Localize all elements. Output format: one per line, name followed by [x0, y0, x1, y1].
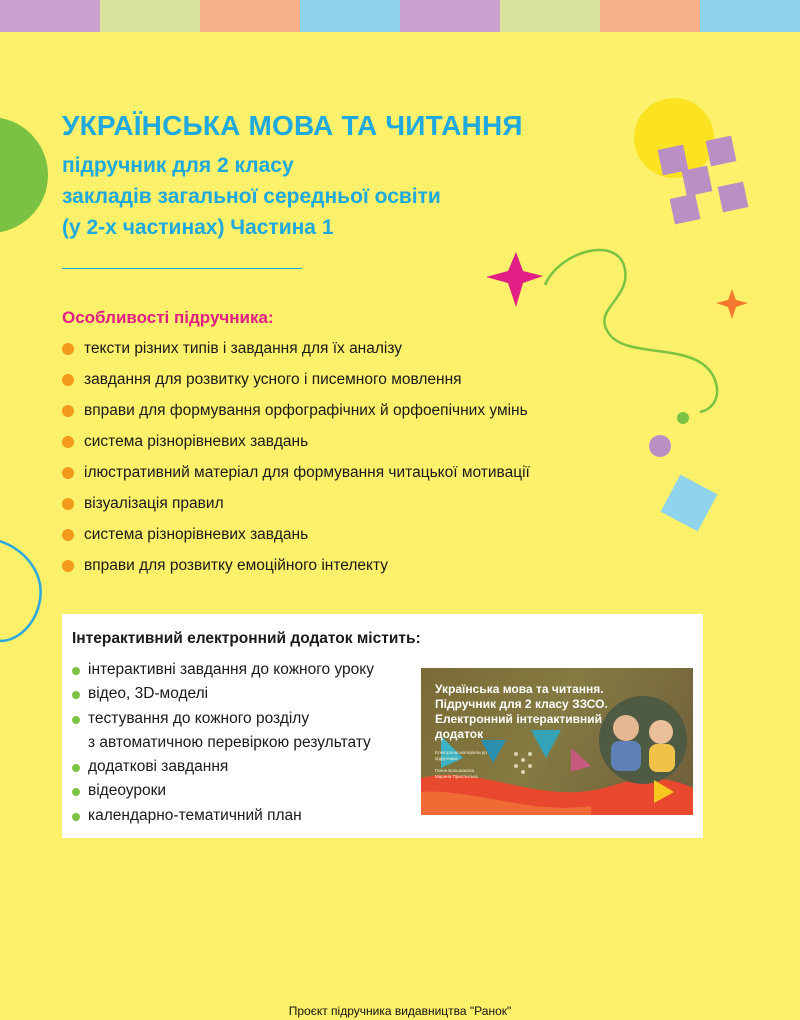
bullet-icon — [62, 560, 74, 572]
list-item — [62, 400, 530, 431]
bullet-icon — [72, 667, 80, 675]
stripe — [100, 0, 200, 32]
bullet-icon — [62, 467, 74, 479]
feature-text: вправи для формування орфографічних й орфоепічних умінь — [84, 402, 528, 419]
digital-item-text: відеоуроки — [88, 782, 167, 800]
list-item — [62, 555, 530, 586]
stripe — [400, 0, 500, 32]
title-divider — [62, 268, 302, 269]
list-item — [62, 369, 530, 400]
features-list — [62, 338, 530, 586]
bullet-icon — [62, 498, 74, 510]
stripe — [300, 0, 400, 32]
purple-dot-decoration — [649, 435, 671, 457]
list-item — [72, 804, 374, 828]
stripe — [200, 0, 300, 32]
digital-list — [72, 658, 374, 828]
feature-text: тексти різних типів і завдання для їх аналізу — [84, 340, 403, 357]
book-title: УКРАЇНСЬКА МОВА ТА ЧИТАННЯ — [62, 110, 523, 141]
book-subtitle: підручник для 2 класу закладів загальної середньої освіти (у 2-х частинах) Частина 1 — [62, 154, 441, 239]
bullet-icon — [72, 691, 80, 699]
digital-item-text: з автоматичною перевіркою результату — [88, 733, 371, 751]
bullet-icon — [62, 374, 74, 386]
feature-text: завдання для розвитку усного і писемного мовлення — [84, 371, 462, 388]
magenta-star-decoration — [486, 252, 543, 307]
blue-diamond-decoration — [661, 475, 718, 532]
green-squiggle-decoration — [545, 250, 717, 412]
bullet-icon — [72, 764, 80, 772]
list-item — [72, 658, 374, 682]
feature-text: система різнорівневих завдань — [84, 433, 309, 450]
bullet-icon — [62, 343, 74, 355]
digital-supplement-preview-image[interactable] — [421, 668, 693, 815]
blue-loop-decoration — [0, 540, 41, 641]
feature-text: система різнорівневих завдань — [84, 526, 309, 543]
feature-text: ілюстративний матеріал для формування читацької мотивації — [84, 464, 530, 481]
list-item — [72, 682, 374, 706]
stripe — [500, 0, 600, 32]
digital-heading: Інтерактивний електронний додаток містить: — [72, 630, 421, 647]
digital-item-text: додаткові завдання — [88, 758, 229, 776]
bullet-icon — [72, 788, 80, 796]
list-item-continuation — [72, 731, 374, 755]
digital-supplement-box — [62, 614, 703, 838]
green-dot-decoration — [677, 412, 689, 424]
digital-item-text: інтерактивні завдання до кожного уроку — [88, 661, 375, 678]
yellow-circle-decoration — [634, 98, 714, 178]
list-item — [72, 707, 374, 731]
digital-item-text: відео, 3D-моделі — [88, 685, 209, 703]
green-circle-decoration — [0, 117, 48, 233]
footer-text: Проєкт підручника видавництва "Ранок" — [288, 1004, 512, 1018]
top-color-stripes — [0, 0, 800, 32]
promo-title: Українська мова та читання. Підручник для 2 класу ЗЗСО. Електронний інтерактивний додаток — [435, 682, 608, 741]
features-heading: Особливості підручника: — [62, 308, 274, 327]
bullet-icon — [62, 529, 74, 541]
list-item — [62, 338, 530, 369]
stripe — [600, 0, 700, 32]
bullet-icon — [62, 405, 74, 417]
feature-text: вправи для розвитку емоційного інтелекту — [84, 557, 389, 574]
stripe — [700, 0, 800, 32]
promo-authors: Ганна Большакова Марина Пристінська — [435, 768, 478, 779]
orange-star-decoration — [716, 289, 748, 319]
list-item — [62, 524, 530, 555]
list-item — [62, 462, 530, 493]
title-block — [62, 110, 622, 243]
promo-caption: Електронні матеріали до підручника — [435, 750, 487, 761]
bullet-icon — [72, 813, 80, 821]
list-item — [62, 431, 530, 462]
feature-text: візуалізація правил — [84, 495, 224, 512]
purple-checker-decoration — [658, 136, 749, 225]
digital-item-text: календарно-тематичний план — [88, 806, 302, 824]
digital-item-text: тестування до кожного розділу — [88, 709, 310, 727]
stripe — [0, 0, 100, 32]
list-item — [62, 493, 530, 524]
list-item — [72, 779, 374, 803]
bullet-icon — [72, 716, 80, 724]
list-item — [72, 755, 374, 779]
bullet-icon — [62, 436, 74, 448]
